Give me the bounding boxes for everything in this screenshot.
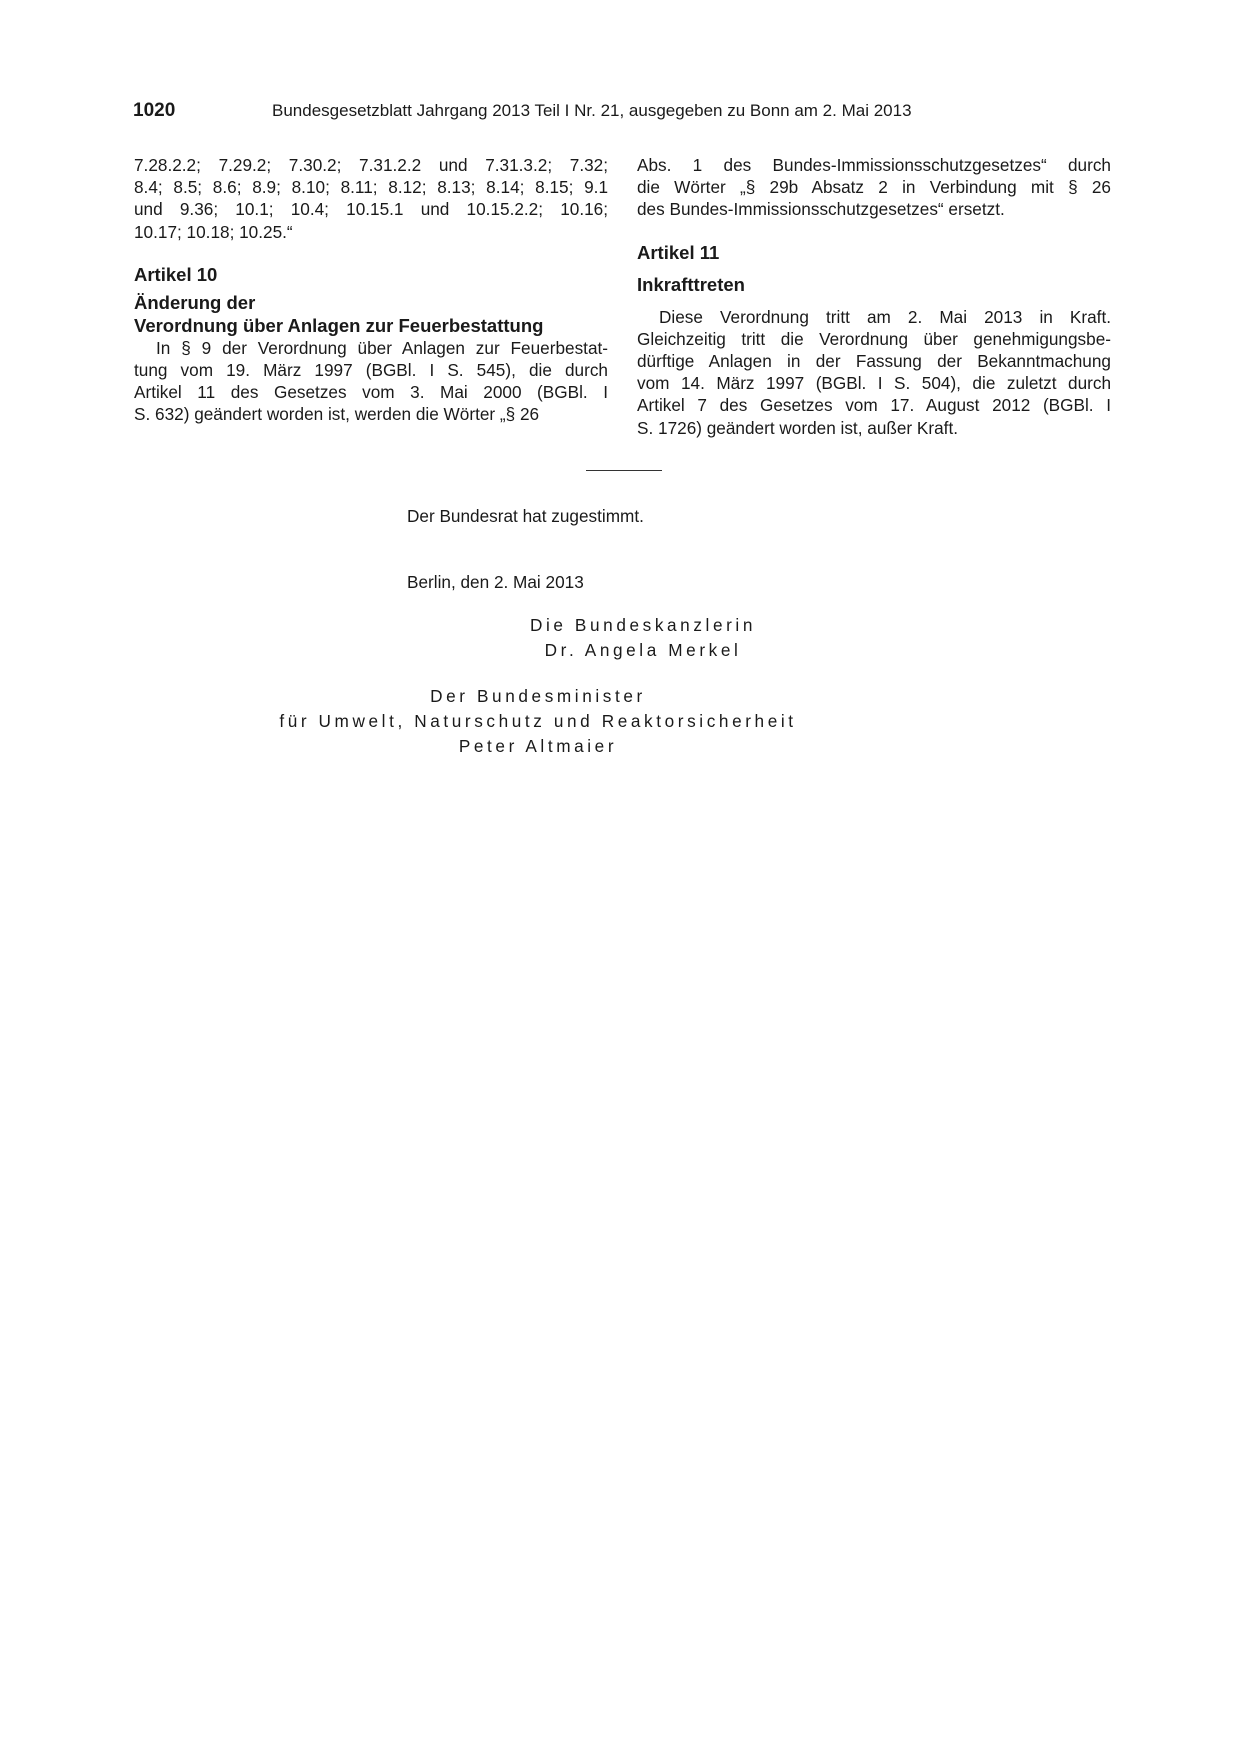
right-column [637,154,1111,439]
continuation-line: und 9.36; 10.1; 10.4; 10.15.1 und 10.15.2.2; 10.16; [134,199,608,220]
signatory-role: Die Bundeskanzlerin [529,615,757,635]
article-10-body-line: In § 9 der Verordnung über Anlagen zur Feuerbestat- [156,337,608,358]
article-10-body-line: S. 632) geändert worden ist, werden die Wörter „§ 26 [134,404,540,425]
place-and-date: Berlin, den 2. Mai 2013 [407,572,584,592]
article-10-body-line: Artikel 11 des Gesetzes vom 3. Mai 2000 (BGBl. I [134,382,608,403]
article-11-body-line: S. 1726) geändert worden ist, außer Kraft. [637,417,959,438]
continuation-line: 8.4; 8.5; 8.6; 8.9; 8.10; 8.11; 8.12; 8.13; 8.14; 8.15; 9.1 [134,177,608,198]
article-11-body-line: vom 14. März 1997 (BGBl. I S. 504), die zuletzt durch [637,373,1111,394]
signatory-department: für Umwelt, Naturschutz und Reaktorsicherheit [279,711,797,731]
section-divider [586,470,662,471]
article-11-body-line: Artikel 7 des Gesetzes vom 17. August 2012 (BGBl. I [637,395,1111,416]
article-10-heading: Artikel 10 [134,263,218,285]
continuation-line: Abs. 1 des Bundes-Immissionsschutzgesetzes“ durch [637,155,1111,175]
article-10-title-line1: Änderung der [134,291,256,313]
article-10-title-line2: Verordnung über Anlagen zur Feuerbestattung [134,314,544,336]
page-number: 1020 [133,100,176,121]
article-10-body-line: tung vom 19. März 1997 (BGBl. I S. 545), die durch [134,360,608,381]
signatory-name: Dr. Angela Merkel [544,640,742,660]
signatory-role: Der Bundesminister [430,686,646,706]
article-11-body-line: Diese Verordnung tritt am 2. Mai 2013 in Kraft. [659,306,1111,327]
page-header [133,100,1113,124]
running-head: Bundesgesetzblatt Jahrgang 2013 Teil I Nr. 21, ausgegeben zu Bonn am 2. Mai 2013 [272,101,912,120]
signature-block-minister [248,684,828,759]
bundesrat-consent: Der Bundesrat hat zugestimmt. [407,506,644,526]
continuation-line: die Wörter „§ 29b Absatz 2 in Verbindung mit § 26 [637,177,1111,198]
continuation-line: 10.17; 10.18; 10.25.“ [134,221,293,242]
signatory-name: Peter Altmaier [458,736,618,756]
article-11-body-line: Gleichzeitig tritt die Verordnung über genehmigungsbe- [637,328,1111,349]
article-11-body-line: dürftige Anlagen in der Fassung der Bekanntmachung [637,351,1111,372]
signature-block-chancellor [353,613,933,663]
continuation-line: 7.28.2.2; 7.29.2; 7.30.2; 7.31.2.2 und 7.31.3.2; 7.32; [134,155,608,175]
left-column [134,154,608,426]
article-11-title: Inkrafttreten [637,273,745,295]
article-11-heading: Artikel 11 [637,241,720,263]
continuation-line: des Bundes-Immissionsschutzgesetzes“ ersetzt. [637,199,1005,220]
